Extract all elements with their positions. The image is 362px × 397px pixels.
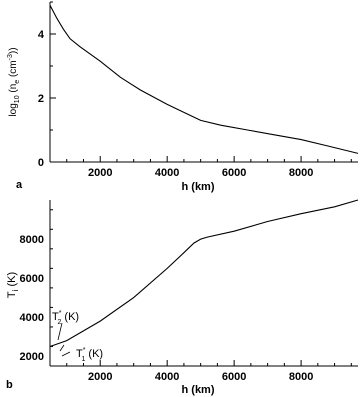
panel-b-y-tick-label: 4000	[19, 312, 44, 325]
panel-a-ne-curve	[50, 5, 358, 153]
ylabel-end: ))	[8, 47, 19, 55]
annotation-t1-pointer	[62, 352, 70, 356]
panel-a-y-tick-label: 2	[37, 93, 44, 105]
ylabel-sub-10: 10	[14, 95, 21, 104]
t2-curve-stub	[60, 345, 64, 351]
panel-b-letter: b	[6, 379, 13, 391]
ylabel-sup: -3	[7, 54, 14, 61]
ann-t1-sub: 1	[81, 356, 86, 363]
ylabel-t: T	[6, 291, 18, 299]
panel-a-x-tick-label: 4000	[154, 167, 180, 179]
ylabel-k: (K)	[6, 271, 18, 290]
panel-b-x-ticks	[67, 360, 352, 383]
ann-t1-sup: *	[82, 347, 86, 354]
panel-b-ti-curve	[50, 200, 358, 347]
panel-b-y-label	[6, 272, 20, 298]
panel-a-y-label	[7, 47, 21, 116]
ylabel-sub-i: i	[11, 289, 20, 292]
panel-b-y-tick-label: 6000	[19, 273, 44, 286]
annotation-t2-star	[52, 310, 79, 326]
panel-a-x-label: h (km)	[181, 181, 215, 193]
panel-b-y-ticks	[20, 210, 53, 363]
annotation-t1-star	[76, 347, 103, 363]
ann-t2-sub: 2	[57, 319, 62, 326]
panel-b-y-tick-label: 8000	[19, 234, 44, 247]
panel-a-x-ticks	[67, 156, 352, 179]
ann-t1-unit: (K)	[85, 348, 104, 360]
ann-t2-unit: (K)	[61, 311, 80, 323]
panel-a-x-tick-label: 8000	[288, 167, 314, 179]
panel-b-y-tick-label: 2000	[19, 351, 44, 364]
panel-b-x-tick-label: 8000	[288, 371, 314, 383]
panel-b-x-label: h (km)	[181, 384, 215, 396]
panel-a-y-tick-label: 4	[37, 29, 44, 41]
panel-b-x-tick-label: 6000	[221, 371, 247, 383]
ylabel-sub-e: e	[14, 79, 21, 84]
panel-b-x-tick-label: 2000	[87, 371, 113, 383]
ann-t1-letter: T	[76, 348, 83, 360]
panel-a-letter: a	[16, 179, 23, 191]
ylabel-cm: (cm	[8, 60, 19, 80]
panel-a	[7, 2, 358, 193]
ylabel-n: (n	[8, 83, 19, 96]
panel-a-y-tick-label: 0	[37, 157, 44, 169]
panel-b-x-tick-label: 4000	[154, 371, 180, 383]
panel-a-y-ticks	[38, 2, 56, 169]
ann-t2-letter: T	[52, 311, 59, 323]
ylabel-log: log	[8, 103, 19, 117]
panel-a-x-tick-label: 6000	[221, 167, 247, 179]
ann-t2-sup: *	[58, 310, 62, 317]
panel-a-x-tick-label: 2000	[87, 167, 113, 179]
panel-b	[6, 200, 358, 396]
